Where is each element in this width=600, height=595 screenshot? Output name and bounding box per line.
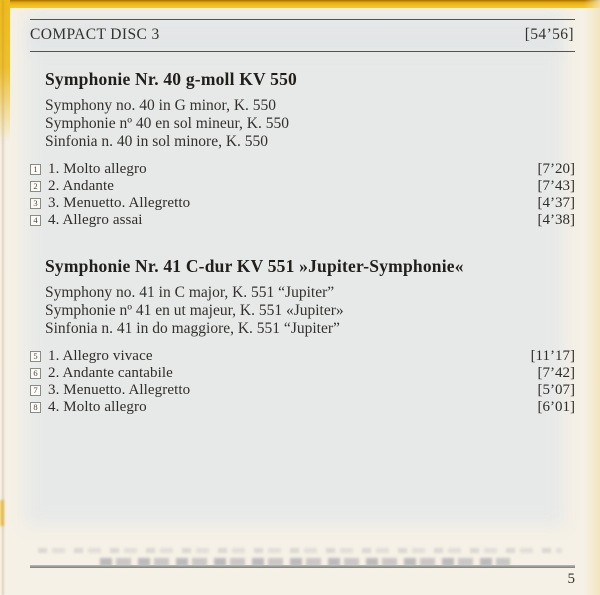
page-content [30, 0, 575, 416]
track-duration: [6’01] [537, 399, 575, 415]
track-movement-label: 4. Allegro assai [48, 212, 143, 228]
spine-shadow [2, 0, 5, 595]
disc-header [30, 20, 575, 51]
track-row [30, 161, 575, 178]
track-duration: [4’37] [537, 195, 575, 211]
ink-bleed-through-row [38, 548, 562, 553]
track-number-box: 2 [30, 181, 41, 192]
track-duration: [4’38] [537, 212, 575, 228]
track-movement-label: 3. Menuetto. Allegretto [48, 382, 191, 398]
track-row [30, 212, 575, 229]
track-movement-label: 1. Allegro vivace [48, 348, 153, 364]
track-number-box: 4 [30, 215, 41, 226]
work-section-40 [45, 69, 575, 151]
work-subtitle-en: Symphony no. 40 in G minor, K. 550 [45, 97, 277, 114]
track-movement-label: 4. Molto allegro [48, 399, 147, 415]
page-number: 5 [567, 571, 575, 587]
track-duration: [7’20] [537, 161, 575, 177]
disc-title: COMPACT DISC 3 [30, 26, 160, 43]
track-row [30, 348, 575, 365]
work-title: Symphonie Nr. 41 C-dur KV 551 »Jupiter-Symphonie« [45, 256, 464, 276]
track-number-box: 8 [30, 402, 41, 413]
track-duration: [7’42] [537, 365, 575, 381]
track-number-box: 1 [30, 164, 41, 175]
track-row [30, 399, 575, 416]
work-subtitle-fr: Symphonie nº 41 en ut majeur, K. 551 «Jupiter» [45, 302, 344, 319]
track-list-41 [30, 348, 575, 416]
track-duration: [7’43] [537, 178, 575, 194]
track-list-40 [30, 161, 575, 229]
work-section-41 [45, 256, 575, 338]
page-right-edge-shade [584, 0, 600, 595]
work-subtitle-fr: Symphonie nº 40 en sol mineur, K. 550 [45, 115, 289, 132]
track-number-box: 3 [30, 198, 41, 209]
track-row [30, 365, 575, 382]
track-duration: [11’17] [530, 348, 575, 364]
work-subtitle-it: Sinfonia n. 40 in sol minore, K. 550 [45, 133, 269, 150]
work-subtitle-it: Sinfonia n. 41 in do maggiore, K. 551 “Jupiter” [45, 320, 340, 337]
track-movement-label: 2. Andante [48, 178, 114, 194]
track-number-box: 6 [30, 368, 41, 379]
header-bottom-rule [30, 51, 575, 52]
track-number-box: 5 [30, 351, 41, 362]
work-title: Symphonie Nr. 40 g-moll KV 550 [45, 69, 297, 89]
track-duration: [5’07] [537, 382, 575, 398]
track-row [30, 178, 575, 195]
work-subtitle-en: Symphony no. 41 in C major, K. 551 “Jupiter” [45, 284, 335, 301]
footer-rule [30, 565, 575, 568]
track-number-box: 7 [30, 385, 41, 396]
track-row [30, 382, 575, 399]
track-movement-label: 3. Menuetto. Allegretto [48, 195, 191, 211]
track-row [30, 195, 575, 212]
track-movement-label: 1. Molto allegro [48, 161, 147, 177]
disc-total-time: [54’56] [524, 26, 574, 43]
track-movement-label: 2. Andante cantabile [48, 365, 173, 381]
